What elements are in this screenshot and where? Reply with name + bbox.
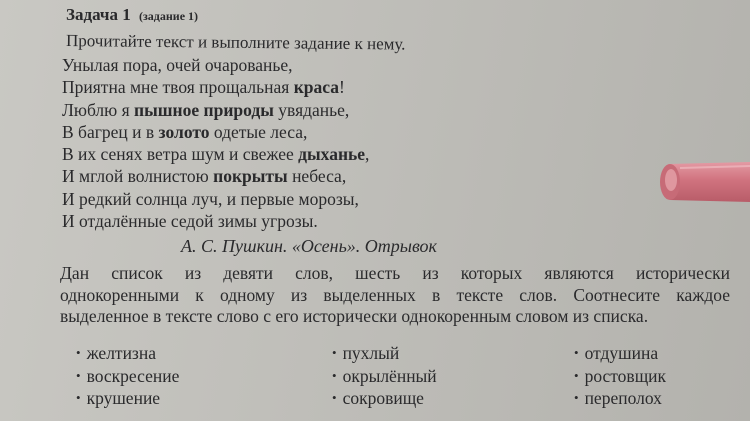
task-text-line: Дан список из девяти слов, шесть из которых являются исторически [60, 263, 730, 283]
poem-line-text: В багрец и в [62, 121, 159, 142]
poem-line-text: увяданье, [273, 99, 350, 120]
poem-line-text: В их сенях ветра шум и свежее [62, 144, 299, 165]
poem-line-text: небеса, [287, 166, 347, 187]
poem-line-text: одетые леса, [209, 121, 308, 142]
pink-eraser-icon [658, 160, 750, 204]
poem-line [62, 143, 369, 165]
word-list-item: • отдушина [574, 342, 666, 365]
word-list-column-2 [332, 342, 437, 410]
poem-text [62, 54, 369, 232]
task-subtitle: (задание 1) [138, 9, 199, 23]
highlighted-word: пышное природы [134, 99, 274, 120]
task-description [60, 263, 730, 328]
task-text-line: однокоренными к одному из выделенных в тексте слов. Соотнесите каждое [60, 284, 730, 305]
task-instruction: Прочитайте текст и выполните задание к нему. [65, 31, 406, 54]
highlighted-word: краса [293, 77, 340, 98]
poem-line-text: И мглой волнистою [62, 166, 214, 187]
highlighted-word: дыханье [298, 144, 366, 165]
poem-line-text: ! [339, 77, 345, 98]
task-title: Задача 1 [66, 5, 131, 24]
task-heading [66, 5, 198, 25]
poem-line-text: Люблю я [62, 99, 135, 120]
poem-line [62, 188, 369, 210]
word-list-item: • желтизна [76, 342, 179, 365]
word-list-item: • пухлый [332, 342, 437, 365]
poem-line-text: Унылая пора, очей очарованье, [62, 55, 293, 75]
poem-line [62, 99, 369, 121]
word-list-column-1 [76, 342, 179, 410]
word-list-item: • окрылённый [332, 365, 437, 388]
poem-line [62, 210, 369, 232]
poem-line-text: И редкий солнца луч, и первые морозы, [62, 188, 359, 209]
highlighted-word: покрыты [213, 166, 288, 187]
task-text-line: выделенное в тексте слово с его исторически однокоренным словом из списка. [60, 306, 649, 326]
poem-line-text: , [365, 144, 370, 165]
word-list-item: • сокровище [332, 387, 437, 410]
word-list-column-3 [574, 342, 666, 410]
poem-attribution: А. С. Пушкин. «Осень». Отрывок [181, 236, 437, 256]
poem-line [62, 54, 369, 76]
word-list-item: • крушение [76, 387, 179, 410]
poem-line-text: И отдалённые седой зимы угрозы. [62, 211, 318, 232]
highlighted-word: золото [158, 121, 210, 142]
word-list-item: • ростовщик [574, 365, 666, 388]
poem-line [62, 76, 369, 98]
word-list-item: • переполох [574, 387, 666, 410]
word-list-item: • воскресение [76, 365, 179, 388]
poem-line [62, 165, 369, 187]
poem-line [62, 121, 369, 143]
poem-line-text: Приятна мне твоя прощальная [62, 77, 294, 98]
